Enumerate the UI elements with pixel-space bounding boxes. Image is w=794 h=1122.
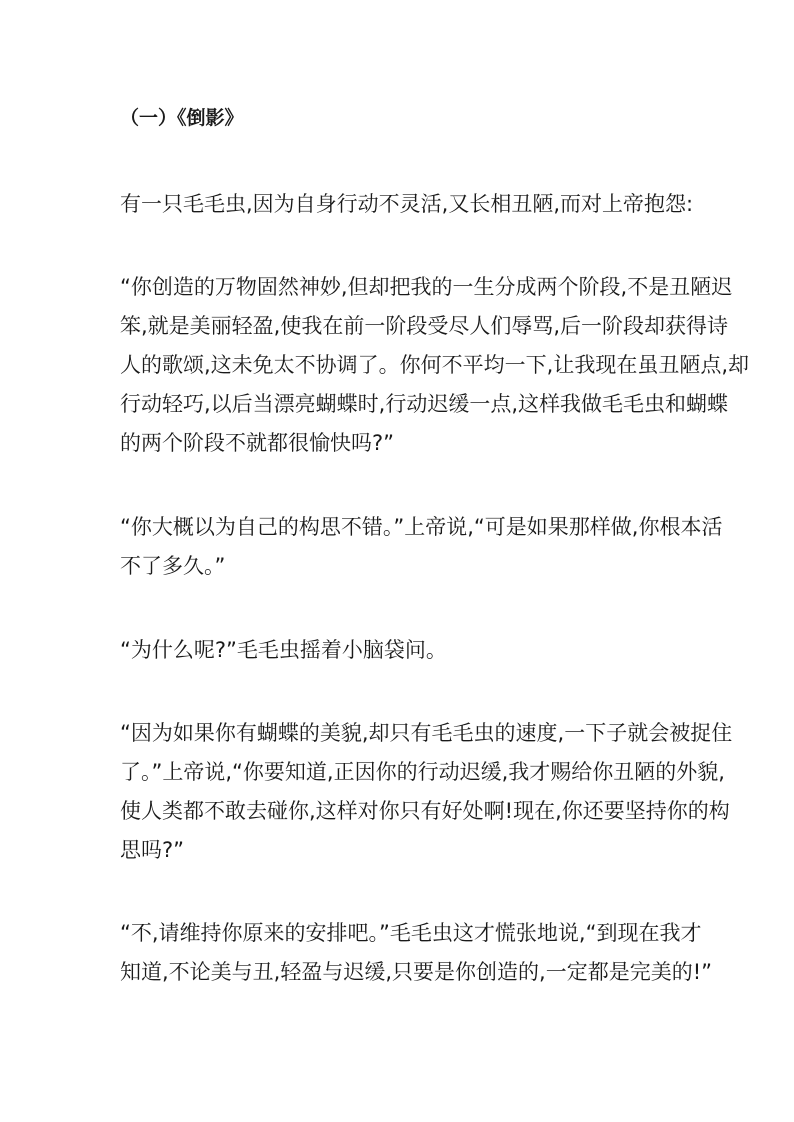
paragraph-5-line-2: 了。”上帝说,“你要知道,正因你的行动迟缓,我才赐给你丑陋的外貌, <box>120 760 725 784</box>
paragraph-1-line-1: 有一只毛毛虫,因为自身行动不灵活,又长相丑陋,而对上帝抱怨: <box>120 192 694 216</box>
paragraph-5-line-4: 思吗?” <box>120 838 185 862</box>
paragraph-2-line-5: 的两个阶段不就都很愉快吗?” <box>120 431 395 455</box>
paragraph-5-line-3: 使人类都不敢去碰你,这样对你只有好处啊!现在,你还要坚持你的构 <box>120 799 730 823</box>
paragraph-2-line-2: 笨,就是美丽轻盈,使我在前一阶段受尽人们辱骂,后一阶段却获得诗 <box>120 314 729 338</box>
paragraph-2-line-4: 行动轻巧,以后当漂亮蝴蝶时,行动迟缓一点,这样我做毛毛虫和蝴蝶 <box>120 392 729 416</box>
paragraph-5-line-1: “因为如果你有蝴蝶的美貌,却只有毛毛虫的速度,一下子就会被捉住 <box>120 721 733 745</box>
paragraph-3-line-2: 不了多久。” <box>120 554 226 578</box>
paragraph-6-line-2: 知道,不论美与丑,轻盈与迟缓,只要是你创造的,一定都是完美的!” <box>120 960 712 984</box>
paragraph-2-line-3: 人的歌颂,这未免太不协调了。你何不平均一下,让我现在虽丑陋点,却 <box>120 353 750 377</box>
paragraph-4-line-1: “为什么呢?”毛毛虫摇着小脑袋问。 <box>120 638 447 662</box>
paragraph-6-line-1: “不,请维持你原来的安排吧。”毛毛虫这才慌张地说,“到现在我才 <box>120 921 702 945</box>
paragraph-3-line-1: “你大概以为自己的构思不错。”上帝说,“可是如果那样做,你根本活 <box>120 515 723 539</box>
paragraph-2-line-1: “你创造的万物固然神妙,但却把我的一生分成两个阶段,不是丑陋迟 <box>120 275 733 299</box>
document-title: （一）《倒影》 <box>120 107 244 129</box>
